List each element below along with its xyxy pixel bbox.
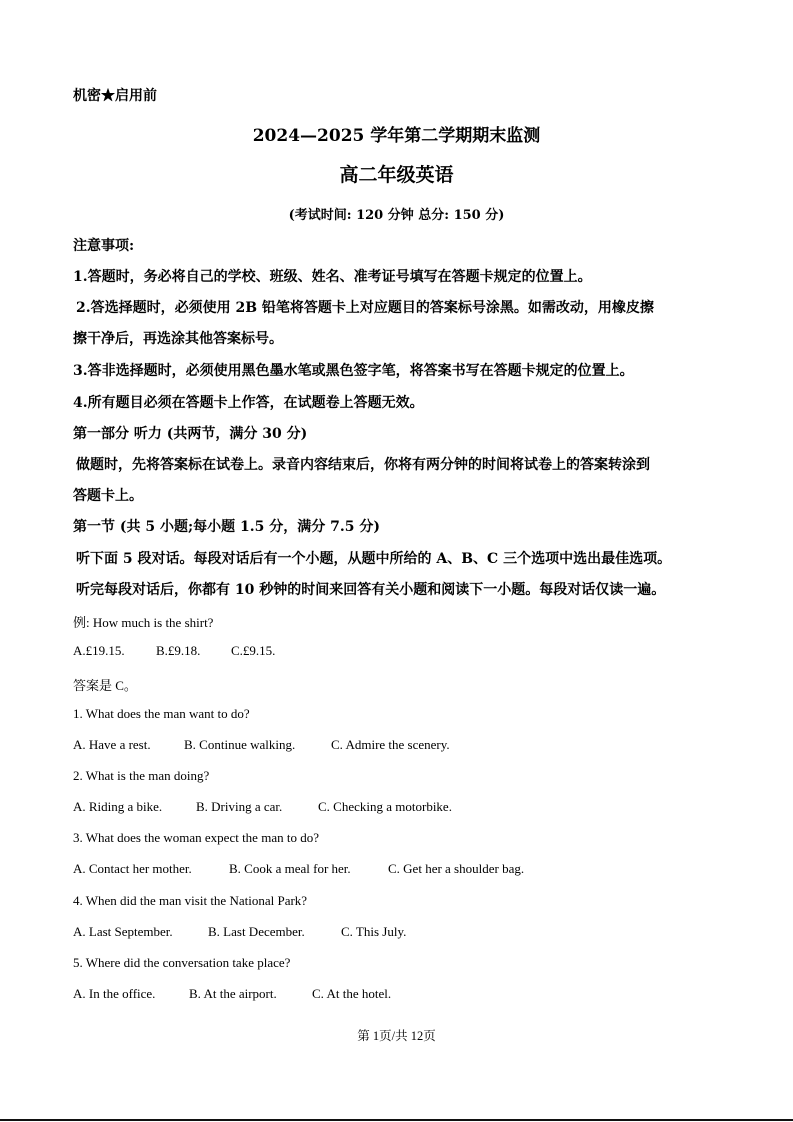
example-answer: 答案是 C。 [73, 678, 137, 693]
question-4-options [73, 924, 406, 940]
question-2-option-b: B. Driving a car. [196, 799, 283, 814]
notes-item-1: 1.答题时，务必将自己的学校、班级、姓名、准考证号填写在答题卡规定的位置上。 [73, 269, 592, 285]
question-5-option-a: A. In the office. [73, 986, 156, 1001]
part1-instruction-line-1: 做题时，先将答案标在试卷上。录音内容结束后，你将有两分钟的时间将试卷上的答案转涂到 [76, 457, 650, 473]
bottom-divider [0, 1119, 793, 1121]
question-3-option-a: A. Contact her mother. [73, 861, 192, 876]
exam-info: (考试时间: 120 分钟 总分: 150 分) [288, 208, 505, 223]
question-1-option-c: C. Admire the scenery. [331, 737, 450, 752]
notes-item-2-line-2: 擦干净后，再选涂其他答案标号。 [73, 331, 283, 347]
question-2-option-c: C. Checking a motorbike. [318, 799, 452, 814]
part1-heading: 第一部分 听力 (共两节，满分 30 分) [73, 426, 308, 442]
question-1-option-a: A. Have a rest. [73, 737, 151, 752]
section1-instruction-line-2: 听完每段对话后，你都有 10 秒钟的时间来回答有关小题和阅读下一小题。每段对话仅读一遍。 [76, 582, 666, 598]
question-4-option-c: C. This July. [341, 924, 407, 939]
notes-heading: 注意事项: [73, 238, 135, 254]
section1-instruction-line-1: 听下面 5 段对话。每段对话后有一个小题，从题中所给的 A、B、C 三个选项中选出最佳选项。 [76, 551, 672, 567]
example-options [73, 643, 275, 659]
question-2-options [73, 799, 452, 815]
question-1: 1. What does the man want to do? [73, 706, 250, 721]
part1-instruction-line-2: 答题卡上。 [73, 488, 143, 504]
question-5-option-c: C. At the hotel. [312, 986, 392, 1001]
example-option-b: B.£9.18. [156, 643, 201, 658]
question-2-option-a: A. Riding a bike. [73, 799, 163, 814]
example-question: 例: How much is the shirt? [73, 615, 214, 630]
question-2: 2. What is the man doing? [73, 768, 210, 783]
notes-item-2-line-1: 2.答选择题时，必须使用 2B 铅笔将答题卡上对应题目的答案标号涂黑。如需改动，用橡皮擦 [76, 300, 654, 316]
question-5: 5. Where did the conversation take place? [73, 955, 291, 970]
notes-item-4: 4.所有题目必须在答题卡上作答，在试题卷上答题无效。 [73, 395, 424, 411]
question-5-options [73, 986, 391, 1002]
section1-heading: 第一节 (共 5 小题;每小题 1.5 分，满分 7.5 分) [73, 519, 380, 535]
question-1-option-b: B. Continue walking. [184, 737, 296, 752]
question-4-option-a: A. Last September. [73, 924, 173, 939]
question-3-option-c: C. Get her a shoulder bag. [388, 861, 525, 876]
question-3-option-b: B. Cook a meal for her. [229, 861, 351, 876]
question-3: 3. What does the woman expect the man to do? [73, 830, 319, 845]
example-option-a: A.£19.15. [73, 643, 125, 658]
secret-mark: 机密★启用前 [73, 88, 157, 104]
question-4: 4. When did the man visit the National Park? [73, 893, 308, 908]
page-number: 第 1页/共 12页 [357, 1029, 436, 1043]
exam-subtitle: 高二年级英语 [339, 164, 454, 186]
example-option-c: C.£9.15. [231, 643, 276, 658]
exam-title: 2024—2025 学年第二学期期末监测 [252, 126, 541, 146]
question-1-options [73, 737, 450, 753]
question-5-option-b: B. At the airport. [189, 986, 277, 1001]
question-4-option-b: B. Last December. [208, 924, 305, 939]
notes-item-3: 3.答非选择题时，必须使用黑色墨水笔或黑色签字笔，将答案书写在答题卡规定的位置上。 [73, 363, 634, 379]
question-3-options [73, 861, 524, 877]
